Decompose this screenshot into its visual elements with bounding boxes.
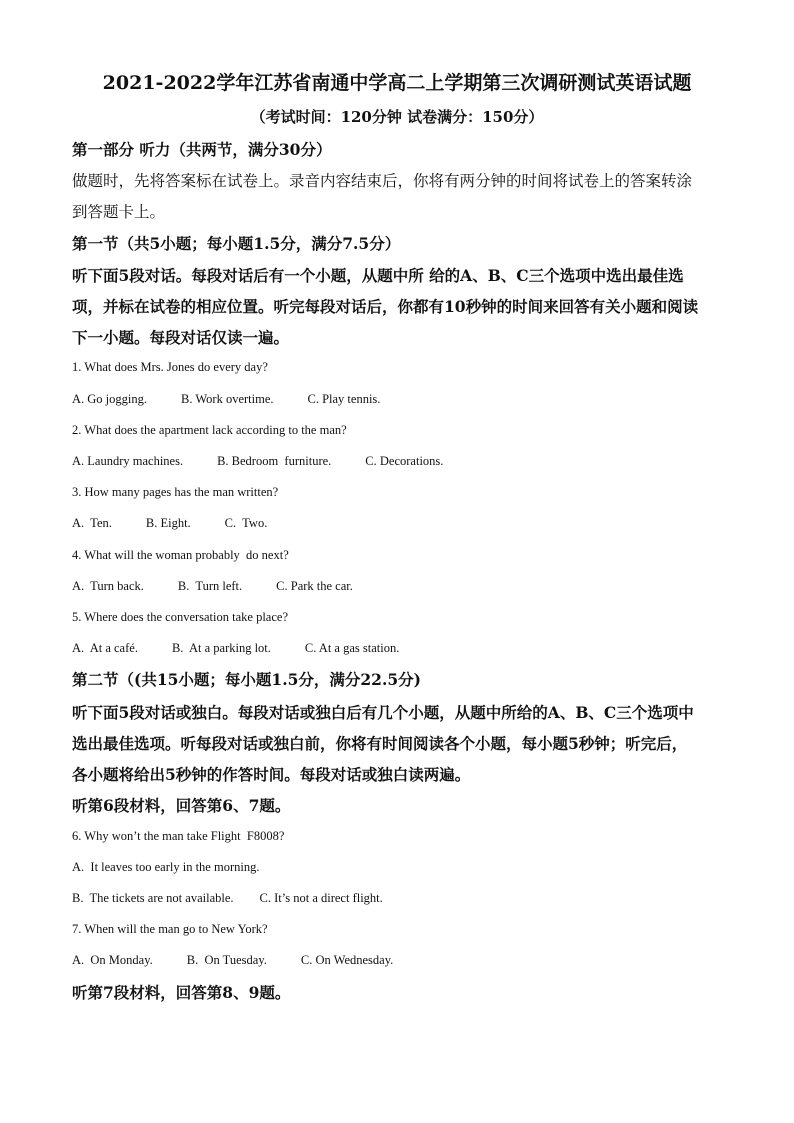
- section1-heading: 第一节（共5小题；每小题1.5分，满分7.5分）: [72, 234, 401, 253]
- section2-instruction-line3: 各小题将给出5秒钟的作答时间。每段对话或独白读两遍。: [72, 765, 471, 784]
- question-3-options: [72, 513, 732, 533]
- option-a: A. Turn back.: [72, 579, 144, 593]
- option-b: B. The tickets are not available.: [72, 891, 234, 905]
- option-c: C. Play tennis.: [307, 392, 381, 406]
- question-6: 6. Why won’t the man take Flight F8008?: [72, 829, 285, 843]
- option-c: C. At a gas station.: [304, 641, 400, 655]
- section2-instruction-line1: 听下面5段对话或独白。每段对话或独白后有几个小题，从题中所给的A、B、C三个选项中: [72, 703, 694, 722]
- question-3: 3. How many pages has the man written?: [72, 485, 279, 499]
- option-c: C. Decorations.: [365, 454, 444, 468]
- question-2: 2. What does the apartment lack according to the man?: [72, 423, 347, 437]
- option-c: C. It’s not a direct flight.: [259, 891, 383, 905]
- option-a: A. At a café.: [72, 641, 138, 655]
- question-4-options: [72, 576, 732, 596]
- section1-instruction-line1: 听下面5段对话。每段对话后有一个小题，从题中所 给的A、B、C三个选项中选出最佳选: [72, 266, 684, 285]
- option-a: A. Laundry machines.: [72, 454, 184, 468]
- option-b: B. Turn left.: [177, 579, 243, 593]
- section2-instruction-line2: 选出最佳选项。听每段对话或独白前，你将有时间阅读各个小题，每小题5秒钟；听完后，: [72, 734, 688, 753]
- option-b: B. Bedroom furniture.: [217, 454, 332, 468]
- part1-instruction-line1: 做题时，先将答案标在试卷上。录音内容结束后，你将有两分钟的时间将试卷上的答案转涂: [72, 172, 693, 190]
- question-1: 1. What does Mrs. Jones do every day?: [72, 360, 268, 374]
- question-4: 4. What will the woman probably do next?: [72, 548, 289, 562]
- option-c: C. On Wednesday.: [300, 953, 394, 967]
- option-a: A. Ten.: [72, 516, 112, 530]
- page-title: 2021-2022学年江苏省南通中学高二上学期第三次调研测试英语试题: [102, 72, 692, 94]
- material-6-heading: 听第6段材料，回答第6、7题。: [72, 796, 291, 815]
- option-b: B. On Tuesday.: [186, 953, 267, 967]
- option-b: B. Work overtime.: [181, 392, 274, 406]
- option-b: B. Eight.: [145, 516, 191, 530]
- option-a: A. Go jogging.: [72, 392, 147, 406]
- question-5: 5. Where does the conversation take place?: [72, 610, 288, 624]
- question-1-options: [72, 389, 732, 409]
- question-6-options: [72, 888, 732, 908]
- option-a: A. On Monday.: [72, 953, 153, 967]
- question-7-options: [72, 950, 732, 970]
- question-7: 7. When will the man go to New York?: [72, 922, 268, 936]
- option-b: B. At a parking lot.: [171, 641, 271, 655]
- part1-heading: 第一部分 听力（共两节，满分30分）: [72, 140, 332, 159]
- part1-instruction-line2: 到答题卡上。: [72, 203, 166, 221]
- question-6-option-a: A. It leaves too early in the morning.: [72, 860, 260, 874]
- section1-instruction-line3: 下一小题。每段对话仅读一遍。: [72, 328, 290, 347]
- section1-instruction-line2: 项，并标在试卷的相应位置。听完每段对话后，你都有10秒钟的时间来回答有关小题和阅读: [72, 297, 699, 316]
- exam-info: （考试时间：120分钟 试卷满分：150分）: [250, 108, 544, 126]
- option-c: C. Two.: [224, 516, 268, 530]
- question-5-options: [72, 638, 732, 658]
- question-2-options: [72, 451, 732, 471]
- option-c: C. Park the car.: [276, 579, 353, 593]
- material-7-heading: 听第7段材料，回答第8、9题。: [72, 983, 291, 1002]
- section2-heading: 第二节（(共15小题；每小题1.5分，满分22.5分): [72, 670, 421, 689]
